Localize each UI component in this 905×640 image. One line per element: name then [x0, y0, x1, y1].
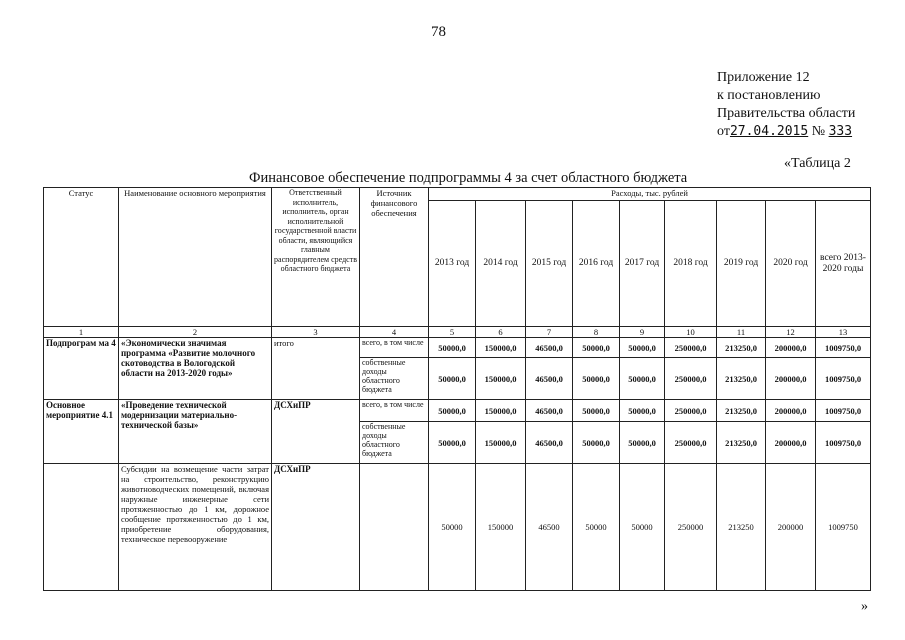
row-executor: ДСХиПР — [272, 464, 360, 591]
row-status — [44, 464, 119, 591]
col-number: 13 — [816, 327, 871, 338]
value-cell: 50000 — [573, 464, 620, 591]
value-cell: 213250,0 — [717, 400, 766, 422]
value-cell: 250000,0 — [665, 338, 717, 358]
financing-table — [43, 187, 871, 591]
value-cell: 50000,0 — [620, 358, 665, 400]
value-cell: 50000,0 — [620, 422, 665, 464]
col-number: 12 — [766, 327, 816, 338]
header-name: Наименование основного мероприятия — [119, 188, 272, 327]
row-executor: итого — [272, 338, 360, 400]
value-cell: 150000,0 — [476, 400, 526, 422]
row-source: всего, в том числе — [360, 400, 429, 422]
value-cell: 150000,0 — [476, 358, 526, 400]
header-year-2016: 2016 год — [573, 201, 620, 327]
value-cell: 250000,0 — [665, 400, 717, 422]
value-cell: 213250,0 — [717, 422, 766, 464]
resolution-number: 333 — [828, 124, 853, 139]
row-source: собственные доходы областного бюджета — [360, 358, 429, 400]
appendix-block — [717, 69, 855, 141]
number-prefix: № — [811, 124, 826, 139]
value-cell: 46500,0 — [526, 338, 573, 358]
resolution-date: 27.04.2015 — [729, 124, 809, 139]
col-number: 11 — [717, 327, 766, 338]
col-number: 1 — [44, 327, 119, 338]
closing-quote: » — [861, 599, 868, 614]
col-number: 10 — [665, 327, 717, 338]
header-year-2015: 2015 год — [526, 201, 573, 327]
value-cell: 200000,0 — [766, 338, 816, 358]
value-cell: 50000,0 — [573, 422, 620, 464]
value-cell: 50000,0 — [429, 358, 476, 400]
value-cell: 150000 — [476, 464, 526, 591]
col-number: 4 — [360, 327, 429, 338]
col-number: 2 — [119, 327, 272, 338]
row-source — [360, 464, 429, 591]
value-cell: 213250,0 — [717, 358, 766, 400]
table-row — [44, 338, 871, 358]
date-prefix: от — [717, 124, 730, 139]
value-cell: 250000,0 — [665, 358, 717, 400]
value-cell: 50000 — [620, 464, 665, 591]
value-cell: 50000,0 — [573, 358, 620, 400]
appendix-line2: к постановлению — [717, 88, 821, 103]
header-status: Статус — [44, 188, 119, 327]
value-cell: 1009750,0 — [816, 338, 871, 358]
table-row — [44, 464, 871, 591]
header-expenses: Расходы, тыс. рублей — [429, 188, 871, 201]
value-cell: 50000 — [429, 464, 476, 591]
value-cell: 200000,0 — [766, 422, 816, 464]
value-cell: 250000 — [665, 464, 717, 591]
table-label: «Таблица 2 — [784, 156, 851, 171]
row-source: собственные доходы областного бюджета — [360, 422, 429, 464]
header-year-2019: 2019 год — [717, 201, 766, 327]
value-cell: 46500,0 — [526, 358, 573, 400]
value-cell: 213250 — [717, 464, 766, 591]
col-number: 7 — [526, 327, 573, 338]
value-cell: 1009750,0 — [816, 400, 871, 422]
value-cell: 46500,0 — [526, 400, 573, 422]
col-number: 5 — [429, 327, 476, 338]
value-cell: 50000,0 — [620, 400, 665, 422]
header-year-2017: 2017 год — [620, 201, 665, 327]
header-year-2014: 2014 год — [476, 201, 526, 327]
value-cell: 50000,0 — [573, 400, 620, 422]
value-cell: 1009750,0 — [816, 358, 871, 400]
row-status: Подпрограм ма 4 — [44, 338, 119, 400]
col-number: 9 — [620, 327, 665, 338]
header-year-2020: 2020 год — [766, 201, 816, 327]
value-cell: 50000,0 — [573, 338, 620, 358]
value-cell: 50000,0 — [429, 422, 476, 464]
value-cell: 213250,0 — [717, 338, 766, 358]
header-total: всего 2013-2020 годы — [816, 201, 871, 327]
header-year-2013: 2013 год — [429, 201, 476, 327]
value-cell: 200000,0 — [766, 358, 816, 400]
row-name: Субсидии на возмещение части затрат на строительство, реконструкцию животноводческих помещений, включая наружные инженерные сети протяженностью до 1 км, дорожное сообщение протяженностью до 1 км, приобретение оборудования, техническое перевооружение — [119, 464, 272, 591]
value-cell: 50000,0 — [620, 338, 665, 358]
value-cell: 1009750 — [816, 464, 871, 591]
row-name: «Экономически значимая программа «Развитие молочного скотоводства в Вологодской области на 2013-2020 годы» — [119, 338, 272, 400]
value-cell: 50000,0 — [429, 338, 476, 358]
col-number: 3 — [272, 327, 360, 338]
value-cell: 200000 — [766, 464, 816, 591]
value-cell: 150000,0 — [476, 338, 526, 358]
row-executor: ДСХиПР — [272, 400, 360, 464]
appendix-line1: Приложение 12 — [717, 70, 810, 85]
appendix-date-line — [717, 123, 855, 141]
header-year-2018: 2018 год — [665, 201, 717, 327]
value-cell: 1009750,0 — [816, 422, 871, 464]
appendix-line3: Правительства области — [717, 106, 856, 121]
table-row — [44, 400, 871, 422]
col-number: 8 — [573, 327, 620, 338]
value-cell: 250000,0 — [665, 422, 717, 464]
row-status: Основное мероприятие 4.1 — [44, 400, 119, 464]
table-title: Финансовое обеспечение подпрограммы 4 за счет областного бюджета — [249, 170, 688, 186]
row-source: всего, в том числе — [360, 338, 429, 358]
row-name: «Проведение технической модернизации материально-технической базы» — [119, 400, 272, 464]
value-cell: 150000,0 — [476, 422, 526, 464]
header-executor: Ответственный исполнитель, исполнитель, орган исполнительной государственной власти области, являющийся главным распорядителем средств областного бюджета — [272, 188, 360, 327]
value-cell: 46500,0 — [526, 422, 573, 464]
page-number: 78 — [431, 24, 446, 40]
col-number: 6 — [476, 327, 526, 338]
value-cell: 46500 — [526, 464, 573, 591]
value-cell: 200000,0 — [766, 400, 816, 422]
value-cell: 50000,0 — [429, 400, 476, 422]
header-source: Источник финансового обеспечения — [360, 188, 429, 327]
